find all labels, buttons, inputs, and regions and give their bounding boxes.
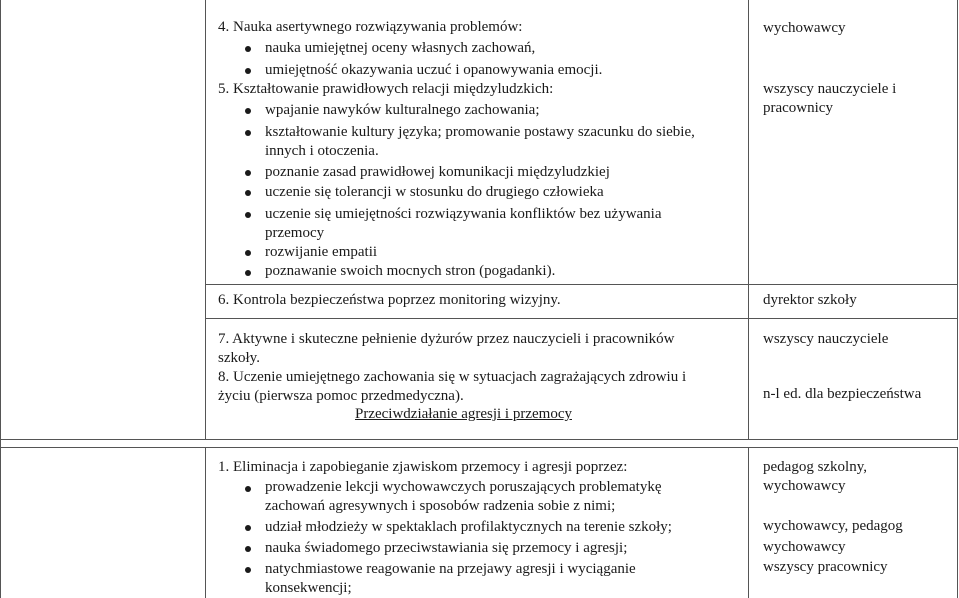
responsible-item-5: wszyscy nauczyciele i <box>763 81 897 97</box>
row-divider-2 <box>205 318 958 319</box>
bullet-icon <box>245 68 251 74</box>
bullet-icon <box>245 130 251 136</box>
responsible-item-1-continuation: wychowawcy <box>763 478 846 494</box>
sub-item: uczenie się tolerancji w stosunku do drugiego człowieka <box>265 184 604 200</box>
list-item-6: 6. Kontrola bezpieczeństwa poprzez monitoring wizyjny. <box>218 292 561 308</box>
sub-item: poznanie zasad prawidłowej komunikacji międzyludzkiej <box>265 164 610 180</box>
responsible-item-6: dyrektor szkoły <box>763 292 857 308</box>
sub-item-continuation: innych i otoczenia. <box>265 143 379 159</box>
list-item-8: 8. Uczenie umiejętnego zachowania się w sytuacjach zagrażających zdrowiu i <box>218 369 687 385</box>
sub-item: nauka świadomego przeciwstawiania się przemocy i agresji; <box>265 540 628 556</box>
sub-item: kształtowanie kultury języka; promowanie postawy szacunku do siebie, <box>265 124 695 140</box>
row-divider-1 <box>205 284 958 285</box>
list-item-5: 5. Kształtowanie prawidłowych relacji międzyludzkich: <box>218 81 554 97</box>
responsible-item-4: wychowawcy <box>763 20 846 36</box>
responsible-item-1: pedagog szkolny, <box>763 459 868 475</box>
table-border-col2 <box>748 0 749 440</box>
responsible-item-3: wychowawcy <box>763 539 846 555</box>
sub-item: rozwijanie empatii <box>265 244 378 260</box>
sub-item: poznawanie swoich mocnych stron (pogadanki). <box>265 263 556 279</box>
bullet-icon <box>245 525 251 531</box>
table-border-col2-lower <box>748 447 749 598</box>
bullet-icon <box>245 46 251 52</box>
responsible-item-7: wszyscy nauczyciele <box>763 331 889 347</box>
bullet-icon <box>245 486 251 492</box>
table-border-left <box>0 0 1 598</box>
table-border-col1 <box>205 0 206 440</box>
sub-item: udział młodzieży w spektaklach profilaktycznych na terenie szkoły; <box>265 519 672 535</box>
list-item-7: 7. Aktywne i skuteczne pełnienie dyżurów przez nauczycieli i pracowników <box>218 331 675 347</box>
sub-item: wpajanie nawyków kulturalnego zachowania; <box>265 102 540 118</box>
sub-item-continuation: zachowań agresywnych i sposobów radzenia sobie z nimi; <box>265 498 616 514</box>
sub-item: prowadzenie lekcji wychowawczych poruszających problematykę <box>265 479 662 495</box>
sub-item-continuation: konsekwencji; <box>265 580 352 596</box>
bullet-icon <box>245 270 251 276</box>
sub-item: uczenie się umiejętności rozwiązywania konfliktów bez używania <box>265 206 662 222</box>
bullet-icon <box>245 170 251 176</box>
bullet-icon <box>245 108 251 114</box>
bullet-icon <box>245 212 251 218</box>
table-border-right-lower <box>957 447 958 598</box>
sub-item: umiejętność okazywania uczuć i opanowywania emocji. <box>265 62 603 78</box>
bullet-icon <box>245 190 251 196</box>
sub-item: nauka umiejętnej oceny własnych zachowań, <box>265 40 536 56</box>
section-heading: Przeciwdziałanie agresji i przemocy <box>355 406 572 422</box>
table-border-col1-lower <box>205 447 206 598</box>
responsible-item-5-continuation: pracownicy <box>763 100 833 116</box>
sub-item-continuation: przemocy <box>265 225 325 241</box>
table-border-right <box>957 0 958 440</box>
bullet-icon <box>245 567 251 573</box>
sub-item: natychmiastowe reagowanie na przejawy agresji i wyciąganie <box>265 561 636 577</box>
list-item-1: 1. Eliminacja i zapobieganie zjawiskom przemocy i agresji poprzez: <box>218 459 628 475</box>
bullet-icon <box>245 546 251 552</box>
bullet-icon <box>245 250 251 256</box>
responsible-item-4: wszyscy pracownicy <box>763 559 888 575</box>
list-item-7-continuation: szkoły. <box>218 350 260 366</box>
responsible-item-2: wychowawcy, pedagog <box>763 518 903 534</box>
list-item-8-continuation: życiu (pierwsza pomoc przedmedyczna). <box>218 388 464 404</box>
list-item-4: 4. Nauka asertywnego rozwiązywania problemów: <box>218 19 523 35</box>
table-bottom-border <box>0 439 958 440</box>
responsible-item-8: n-l ed. dla bezpieczeństwa <box>763 386 922 402</box>
table2-top-border <box>0 447 958 448</box>
